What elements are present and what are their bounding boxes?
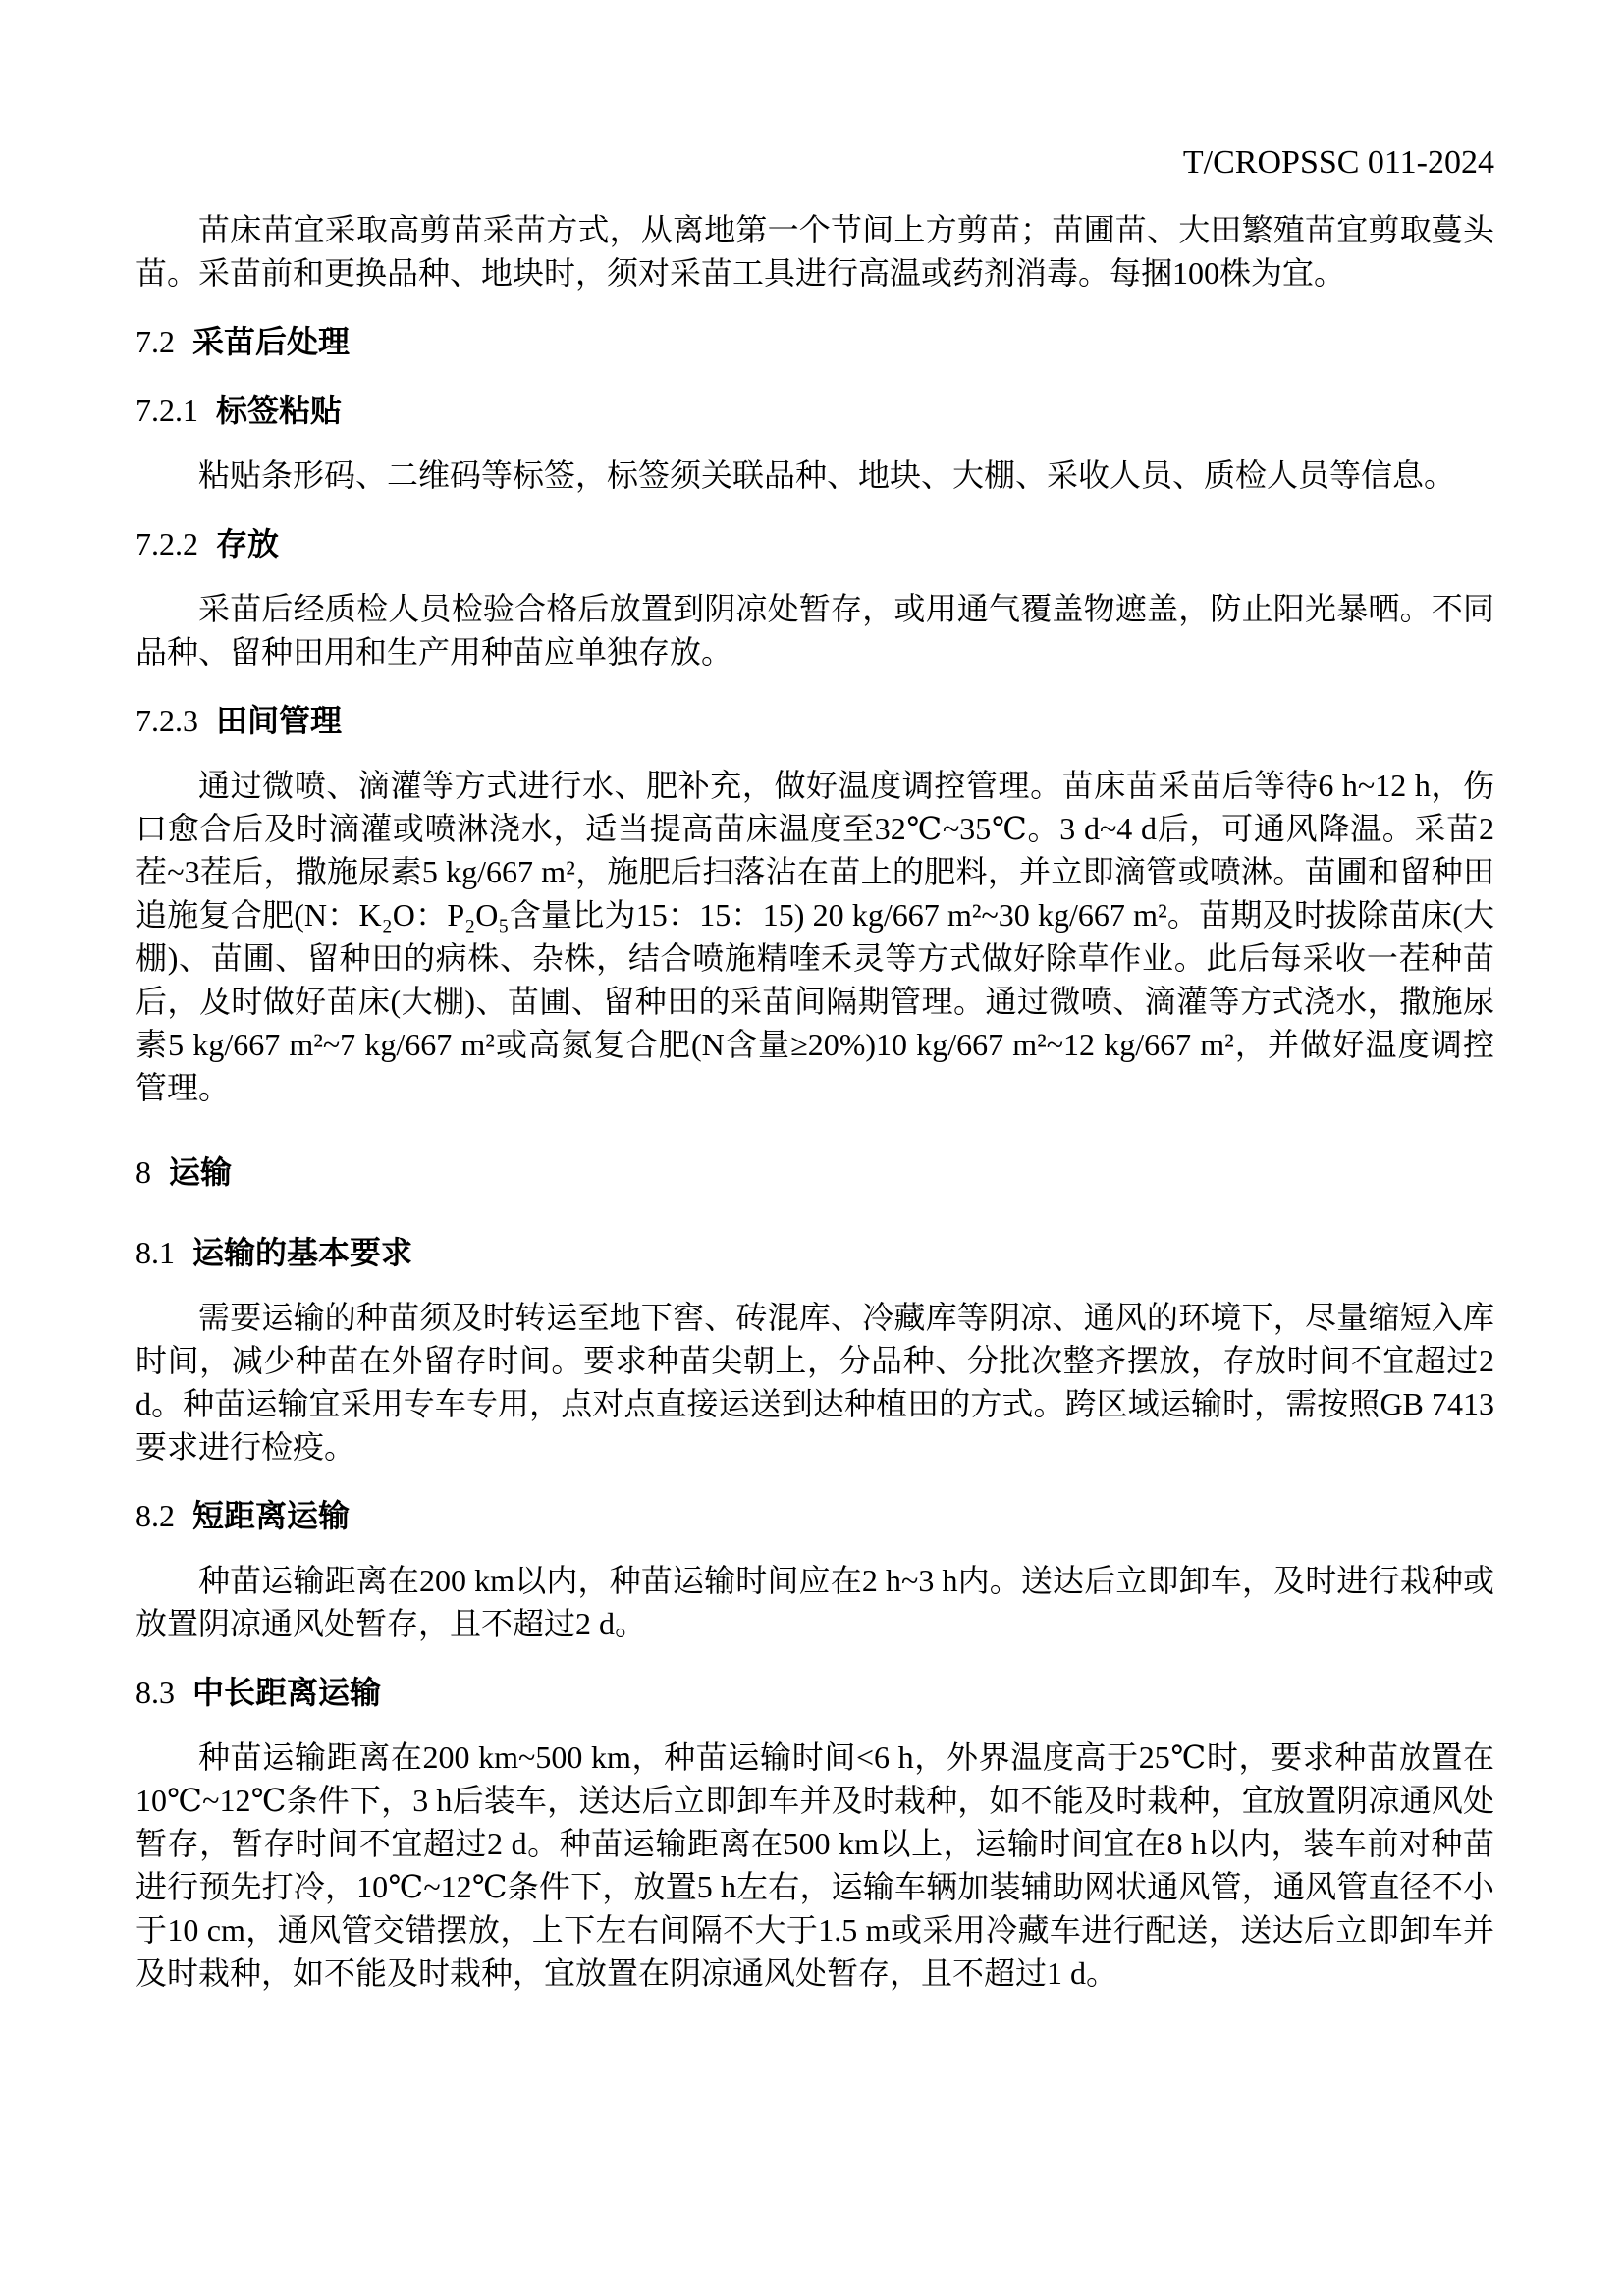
paragraph-label-pasting: 粘贴条形码、二维码等标签，标签须关联品种、地块、大棚、采收人员、质检人员等信息。 [198,457,1456,493]
paragraph-field-management: 通过微喷、滴灌等方式进行水、肥补充，做好温度调控管理。苗床苗采苗后等待6 h~12 h，伤口愈合后及时滴灌或喷淋浇水，适当提高苗床温度至32℃~35℃。3 d~4 d后，可通风降温。采苗2茬~3茬后，撒施尿素5 kg/667 m²，施肥后扫落沾在苗上的肥料，并立即滴管或喷淋。苗圃和留种田追施复合肥(N：K₂O：P₂O₅含量比为15：15：15) 20 kg/667 m²~30 kg/667 m²。苗期及时拔除苗床(大棚)、苗圃、留种田的病株、杂株，结合喷施精喹禾灵等方式做好除草作业。此后每采收一茬种苗后，及时做好苗床(大棚)、苗圃、留种田的采苗间隔期管理。通过微喷、滴灌等方式浇水，撒施尿素5 kg/667 m²~7 kg/667 m²或高氮复合肥(N含量≥20%)10 kg/667 m²~12 kg/667 m²，并做好温度调控管理。 [135,768,1494,1105]
paragraph-short-distance: 种苗运输距离在200 km以内，种苗运输时间应在2 h~3 h内。送达后立即卸车，及时进行栽种或放置阴凉通风处暂存，且不超过2 d。 [135,1563,1494,1641]
clause-number: 7.2 [135,324,175,359]
page-header [135,143,1494,183]
clause-title: 标签粘贴 [216,392,343,429]
clause-number: 7.2.2 [135,526,198,561]
heading-8-2 [135,1494,1494,1537]
document-content [135,143,1494,1995]
clause-number: 7.2.1 [135,393,198,428]
heading-7-2-2 [135,522,1494,565]
paragraph-long-distance: 种苗运输距离在200 km~500 km，种苗运输时间<6 h，外界温度高于25℃时，要求种苗放置在10℃~12℃条件下，3 h后装车，送达后立即卸车并及时栽种，如不能及时栽种，宜放置阴凉通风处暂存，暂存时间不宜超过2 d。种苗运输距离在500 km以上，运输时间宜在8 h以内，装车前对种苗进行预先打冷，10℃~12℃条件下，放置5 h左右，运输车辆加装辅助网状通风管，通风管直径不小于10 cm，通风管交错摆放，上下左右间隔不大于1.5 m或采用冷藏车进行配送，送达后立即卸车并及时栽种，如不能及时栽种，宜放置在阴凉通风处暂存，且不超过1 d。 [135,1739,1494,1991]
paragraph-storage: 采苗后经质检人员检验合格后放置到阴凉处暂存，或用通气覆盖物遮盖，防止阳光暴晒。不同品种、留种田用和生产用种苗应单独存放。 [135,591,1494,669]
standard-number: T/CROPSSC 011-2024 [1182,144,1494,181]
clause-title: 采苗后处理 [192,323,351,360]
heading-7-2-1 [135,389,1494,432]
clause-title: 运输 [169,1153,233,1191]
clause-number: 7.2.3 [135,703,198,738]
heading-7-2-3 [135,699,1494,742]
heading-8-1 [135,1231,1494,1274]
clause-number: 8.3 [135,1675,175,1710]
paragraph-transport-basic: 需要运输的种苗须及时转运至地下窖、砖混库、冷藏库等阴凉、通风的环境下，尽量缩短入库时间，减少种苗在外留存时间。要求种苗尖朝上，分品种、分批次整齐摆放，存放时间不宜超过2 d。种苗运输宜采用专车专用，点对点直接运送到达种植田的方式。跨区域运输时，需按照GB 7413要求进行检疫。 [135,1300,1494,1465]
clause-title: 存放 [216,525,280,562]
clause-number: 8 [135,1154,151,1190]
clause-title: 中长距离运输 [192,1674,382,1711]
clause-number: 8.1 [135,1235,175,1270]
heading-8 [135,1150,1494,1194]
clause-number: 8.2 [135,1498,175,1533]
heading-7-2 [135,320,1494,363]
paragraph-seedling-cutting: 苗床苗宜采取高剪苗采苗方式，从离地第一个节间上方剪苗；苗圃苗、大田繁殖苗宜剪取蔓头苗。采苗前和更换品种、地块时，须对采苗工具进行高温或药剂消毒。每捆100株为宜。 [135,212,1494,291]
clause-title: 田间管理 [216,702,343,739]
clause-title: 运输的基本要求 [192,1234,413,1271]
clause-title: 短距离运输 [192,1497,351,1534]
heading-8-3 [135,1671,1494,1714]
